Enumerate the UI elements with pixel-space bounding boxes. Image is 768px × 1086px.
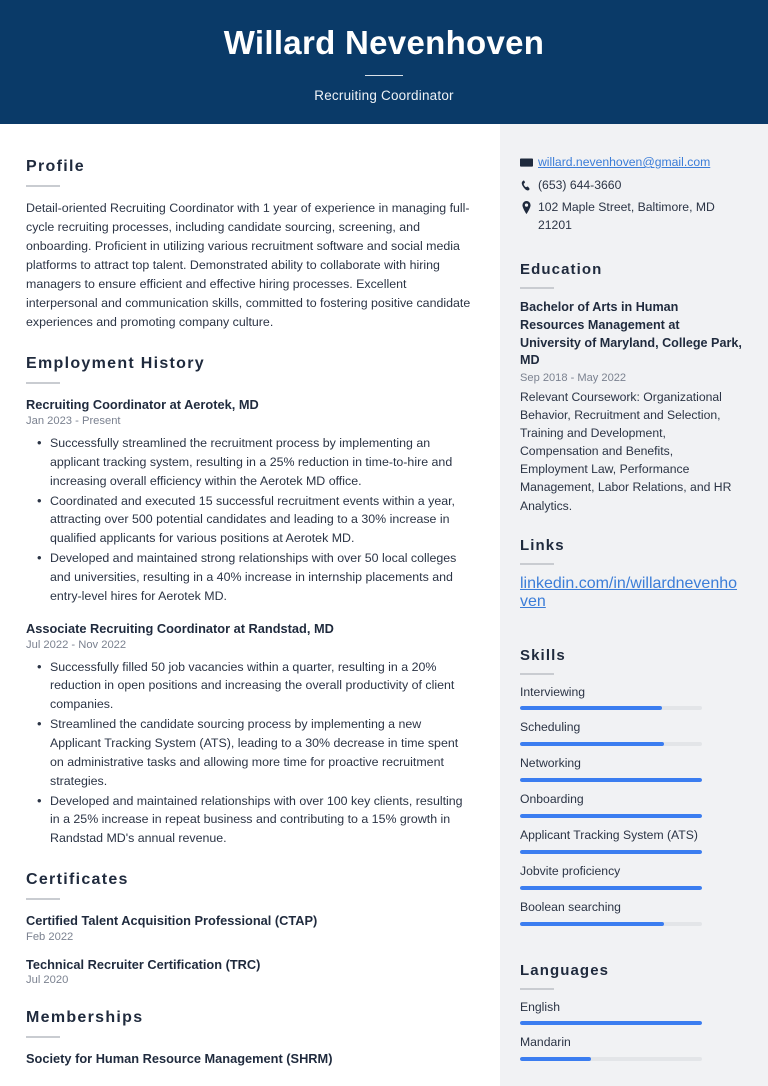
page-title: Willard Nevenhoven	[223, 24, 545, 62]
section-profile	[26, 157, 472, 332]
education-heading-rule	[520, 287, 554, 289]
memberships-heading-rule	[26, 1036, 60, 1038]
job-date: Jul 2022 - Nov 2022	[26, 638, 127, 651]
skill-label: Boolean searching	[520, 899, 621, 914]
certificates-heading: Certificates	[26, 871, 129, 889]
linkedin-link[interactable]: linkedin.com/in/willardnevenhoven	[520, 574, 738, 610]
email-link[interactable]: willard.nevenhoven@gmail.com	[538, 155, 711, 169]
skill-item	[520, 685, 742, 711]
link-item[interactable]	[520, 575, 742, 611]
section-skills	[520, 647, 742, 926]
certificate-title: Technical Recruiter Certification (TRC)	[26, 956, 261, 972]
contact-email-value[interactable]	[538, 154, 742, 172]
language-label: Mandarin	[520, 1035, 571, 1050]
job-bullet: • Coordinated and executed 15 successful recruitment events within a year, attracting over 500 potential candidates and leading to a 30% increase in qualified applicants for various positions at Aerotek MD.	[26, 492, 472, 549]
skill-item	[520, 900, 742, 926]
links-heading: Links	[520, 536, 565, 554]
job-bullet: • Developed and maintained strong relationships with over 50 local colleges and universities, resulting in a 40% increase in internship placements and entry-level hires for Aerotek MD.	[26, 549, 472, 606]
certificate-date: Jul 2020	[26, 973, 69, 986]
language-bar-track	[520, 1021, 702, 1025]
languages-heading: Languages	[520, 961, 610, 979]
skill-bar-fill	[520, 814, 702, 818]
sidebar-spacer	[520, 948, 742, 962]
resume-body	[0, 124, 768, 1086]
skill-bar-track	[520, 706, 702, 710]
skill-bar-fill	[520, 922, 664, 926]
skill-label: Applicant Tracking System (ATS)	[520, 828, 698, 843]
links-heading-rule	[520, 563, 554, 565]
skill-bar-fill	[520, 742, 664, 746]
language-item	[520, 1000, 742, 1026]
job-entry	[26, 620, 472, 848]
skill-label: Networking	[520, 756, 581, 771]
language-label: English	[520, 999, 560, 1014]
skill-bar-track	[520, 742, 702, 746]
envelope-icon	[520, 154, 538, 169]
certificate-date: Feb 2022	[26, 930, 74, 943]
skill-label: Scheduling	[520, 720, 581, 735]
job-bullet: • Streamlined the candidate sourcing process by implementing a new Applicant Tracking System (ATS), leading to a 30% decrease in time spent on administrative tasks and allowing more time for proactive recruitment strategies.	[26, 715, 472, 790]
job-title: Recruiting Coordinator at Aerotek, MD	[26, 397, 259, 413]
contact-phone-value: (653) 644-3660	[538, 177, 622, 192]
section-languages	[520, 962, 742, 1062]
job-title: Associate Recruiting Coordinator at Randstad, MD	[26, 620, 334, 636]
phone-icon	[520, 177, 538, 192]
header-job-title: Recruiting Coordinator	[314, 87, 454, 103]
header-divider	[365, 75, 403, 76]
skill-bar-track	[520, 814, 702, 818]
certificates-heading-rule	[26, 898, 60, 900]
skill-item	[520, 720, 742, 746]
skill-bar-fill	[520, 778, 702, 782]
skill-bar-track	[520, 922, 702, 926]
employment-heading-rule	[26, 382, 60, 384]
job-bullet: • Successfully streamlined the recruitment process by implementing an applicant tracking system, resulting in a 25% reduction in time-to-hire and increasing overall efficiency within the Aerotek MD office.	[26, 434, 472, 491]
section-employment-history	[26, 354, 472, 848]
sidebar-column	[500, 124, 768, 1086]
employment-heading: Employment History	[26, 354, 205, 372]
skill-bar-fill	[520, 850, 702, 854]
certificate-entry	[26, 912, 472, 942]
contact-email-row[interactable]	[520, 154, 742, 172]
skills-heading-rule	[520, 673, 554, 675]
skill-bar-track	[520, 778, 702, 782]
location-pin-icon	[520, 199, 538, 214]
sidebar-spacer	[520, 633, 742, 647]
skill-item	[520, 792, 742, 818]
job-bullet: • Successfully filled 50 job vacancies within a quarter, resulting in a 20% reduction in open positions and increasing the overall productivity of client companies.	[26, 658, 472, 715]
skill-label: Interviewing	[520, 684, 586, 699]
certificate-title: Certified Talent Acquisition Professional (CTAP)	[26, 913, 318, 929]
language-bar-fill	[520, 1021, 702, 1025]
contact-phone-row	[520, 177, 742, 195]
languages-heading-rule	[520, 988, 554, 990]
section-education	[520, 261, 742, 515]
contact-info	[520, 154, 742, 235]
certificate-entry	[26, 956, 472, 986]
profile-text: Detail-oriented Recruiting Coordinator with 1 year of experience in managing full-cycle recruiting processes, including candidate sourcing, screening, and onboarding. Proficient in utilizing various recruitment software and social media platforms to attract top talent. Demonstrated ability to collaborate with hiring managers to ensure efficient and effective hiring processes. Excellent interpersonal and communication skills, committed to fostering positive candidate experiences and promoting company culture.	[26, 201, 471, 329]
contact-address-value: 102 Maple Street, Baltimore, MD 21201	[538, 200, 715, 233]
education-degree: Bachelor of Arts in Human Resources Management at University of Maryland, College Park, MD	[520, 299, 742, 368]
membership-title: Society for Human Resource Management (SHRM)	[26, 1050, 333, 1066]
skill-bar-fill	[520, 886, 702, 890]
education-date: Sep 2018 - May 2022	[520, 372, 627, 385]
job-bullet: • Developed and maintained relationships with over 100 key clients, resulting in a 25% increase in repeat business and contributing to a 15% growth in Randstad MD's annual revenue.	[26, 792, 472, 849]
skill-label: Onboarding	[520, 792, 584, 807]
job-entry	[26, 396, 472, 606]
membership-entry	[26, 1050, 472, 1067]
section-certificates	[26, 870, 472, 986]
skill-item	[520, 828, 742, 854]
profile-heading-rule	[26, 185, 60, 187]
skill-item	[520, 864, 742, 890]
skills-heading: Skills	[520, 646, 566, 664]
education-heading: Education	[520, 260, 603, 278]
profile-heading: Profile	[26, 158, 85, 175]
skill-item	[520, 756, 742, 782]
section-memberships	[26, 1008, 472, 1067]
main-column	[0, 124, 500, 1086]
memberships-heading: Memberships	[26, 1008, 144, 1026]
job-bullet-list	[26, 658, 472, 848]
skill-bar-fill	[520, 706, 662, 710]
skill-bar-track	[520, 850, 702, 854]
job-date: Jan 2023 - Present	[26, 415, 121, 428]
skill-label: Jobvite proficiency	[520, 863, 621, 878]
contact-address-row	[520, 199, 742, 234]
resume-header	[0, 0, 768, 124]
language-bar-fill	[520, 1057, 591, 1061]
language-bar-track	[520, 1057, 702, 1061]
job-bullet-list	[26, 434, 472, 606]
education-description: Relevant Coursework: Organizational Behavior, Recruitment and Selection, Training and Development, Compensation and Benefits, Employment Law, Performance Management, Labor Relations, and HR Analytics.	[520, 390, 732, 513]
skill-bar-track	[520, 886, 702, 890]
language-item	[520, 1035, 742, 1061]
section-links	[520, 537, 742, 611]
